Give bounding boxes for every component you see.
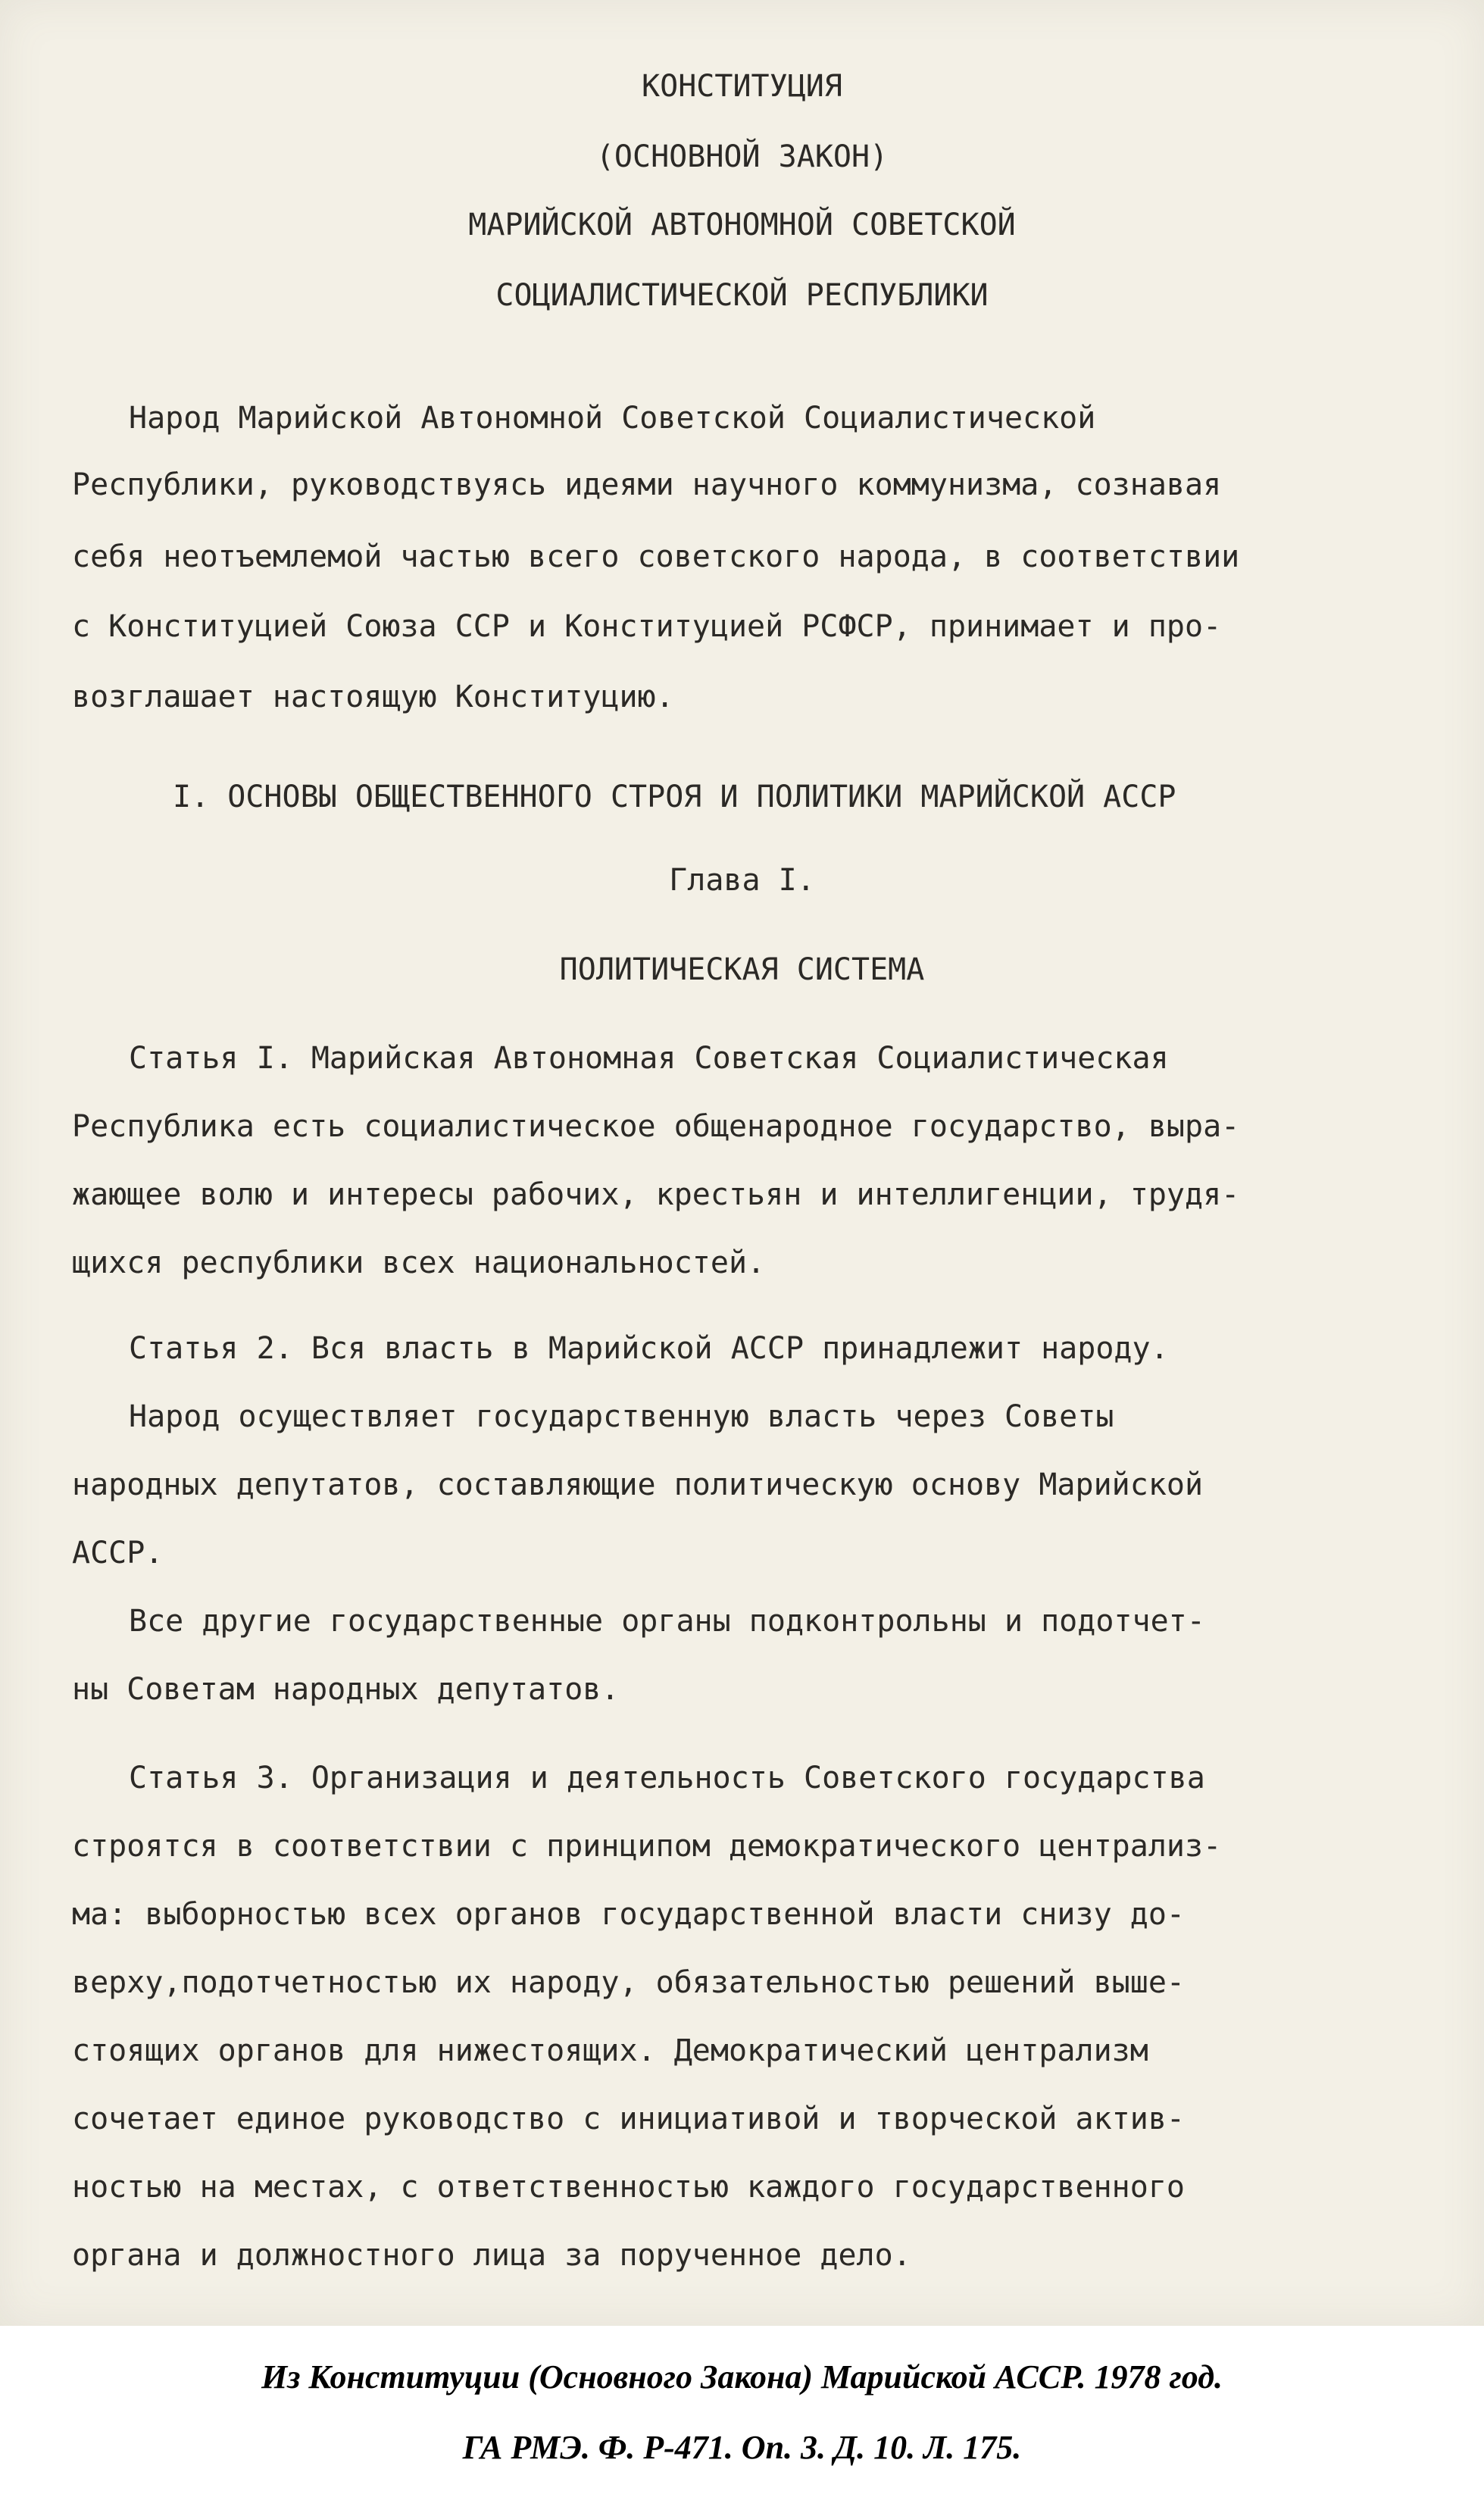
article2-line-6: ны Советам народных депутатов.	[72, 1672, 620, 1707]
preamble-line-3: себя неотъемлемой частью всего советского народа, в соответствии	[72, 539, 1240, 574]
preamble-line-4: с Конституцией Союза ССР и Конституцией РСФСР, принимает и про-	[72, 609, 1222, 644]
title-line-4: СОЦИАЛИСТИЧЕСКОЙ РЕСПУБЛИКИ	[495, 278, 989, 313]
title-line-1: КОНСТИТУЦИЯ	[642, 69, 842, 104]
preamble-line-2: Республики, руководствуясь идеями научного коммунизма, сознавая	[72, 467, 1222, 502]
article1-line-2: Республика есть социалистическое общенародное государство, выра-	[72, 1109, 1240, 1144]
article2-line-5: Все другие государственные органы подконтрольны и подотчет-	[129, 1604, 1205, 1639]
article3-line-3: ма: выборностью всех органов государственной власти снизу до-	[72, 1897, 1186, 1932]
article2-line-2: Народ осуществляет государственную власть через Советы	[129, 1399, 1114, 1434]
preamble-line-5: возглашает настоящую Конституцию.	[72, 680, 674, 714]
article3-line-2: строятся в соответствии с принципом демократического централиз-	[72, 1829, 1222, 1864]
article1-line-4: щихся республики всех национальностей.	[72, 1245, 766, 1280]
article3-line-5: стоящих органов для нижестоящих. Демократический централизм	[72, 2033, 1148, 2068]
chapter-title: ПОЛИТИЧЕСКАЯ СИСТЕМА	[559, 952, 925, 987]
article2-line-3: народных депутатов, составляющие политическую основу Марийской	[72, 1467, 1204, 1502]
caption-archive-reference: ГА РМЭ. Ф. Р-471. Оп. 3. Д. 10. Л. 175.	[462, 2429, 1022, 2466]
title-line-2: (ОСНОВНОЙ ЗАКОН)	[595, 139, 889, 174]
article3-line-6: сочетает единое руководство с инициативой и творческой актив-	[72, 2102, 1186, 2136]
chapter-number: Глава I.	[669, 863, 815, 898]
article3-line-8: органа и должностного лица за порученное дело.	[72, 2238, 911, 2273]
section-heading: I. ОСНОВЫ ОБЩЕСТВЕННОГО СТРОЯ И ПОЛИТИКИ МАРИЙСКОЙ АССР	[173, 780, 1176, 814]
article1-line-3: жающее волю и интересы рабочих, крестьян и интеллигенции, трудя-	[72, 1177, 1240, 1212]
article2-line-4: АССР.	[72, 1536, 164, 1570]
article3-line-1: Статья 3. Организация и деятельность Советского государства	[129, 1761, 1205, 1795]
article2-line-1: Статья 2. Вся власть в Марийской АССР принадлежит народу.	[129, 1331, 1169, 1366]
preamble-line-1: Народ Марийской Автономной Советской Социалистической	[129, 401, 1096, 436]
caption-source: Из Конституции (Основного Закона) Марийской АССР. 1978 год.	[261, 2358, 1223, 2396]
title-line-3: МАРИЙСКОЙ АВТОНОМНОЙ СОВЕТСКОЙ	[468, 208, 1016, 242]
article3-line-7: ностью на местах, с ответственностью каждого государственного	[72, 2170, 1186, 2205]
article1-line-1: Статья I. Марийская Автономная Советская Социалистическая	[129, 1041, 1169, 1076]
article3-line-4: верху,подотчетностью их народу, обязательностью решений выше-	[72, 1965, 1186, 2000]
